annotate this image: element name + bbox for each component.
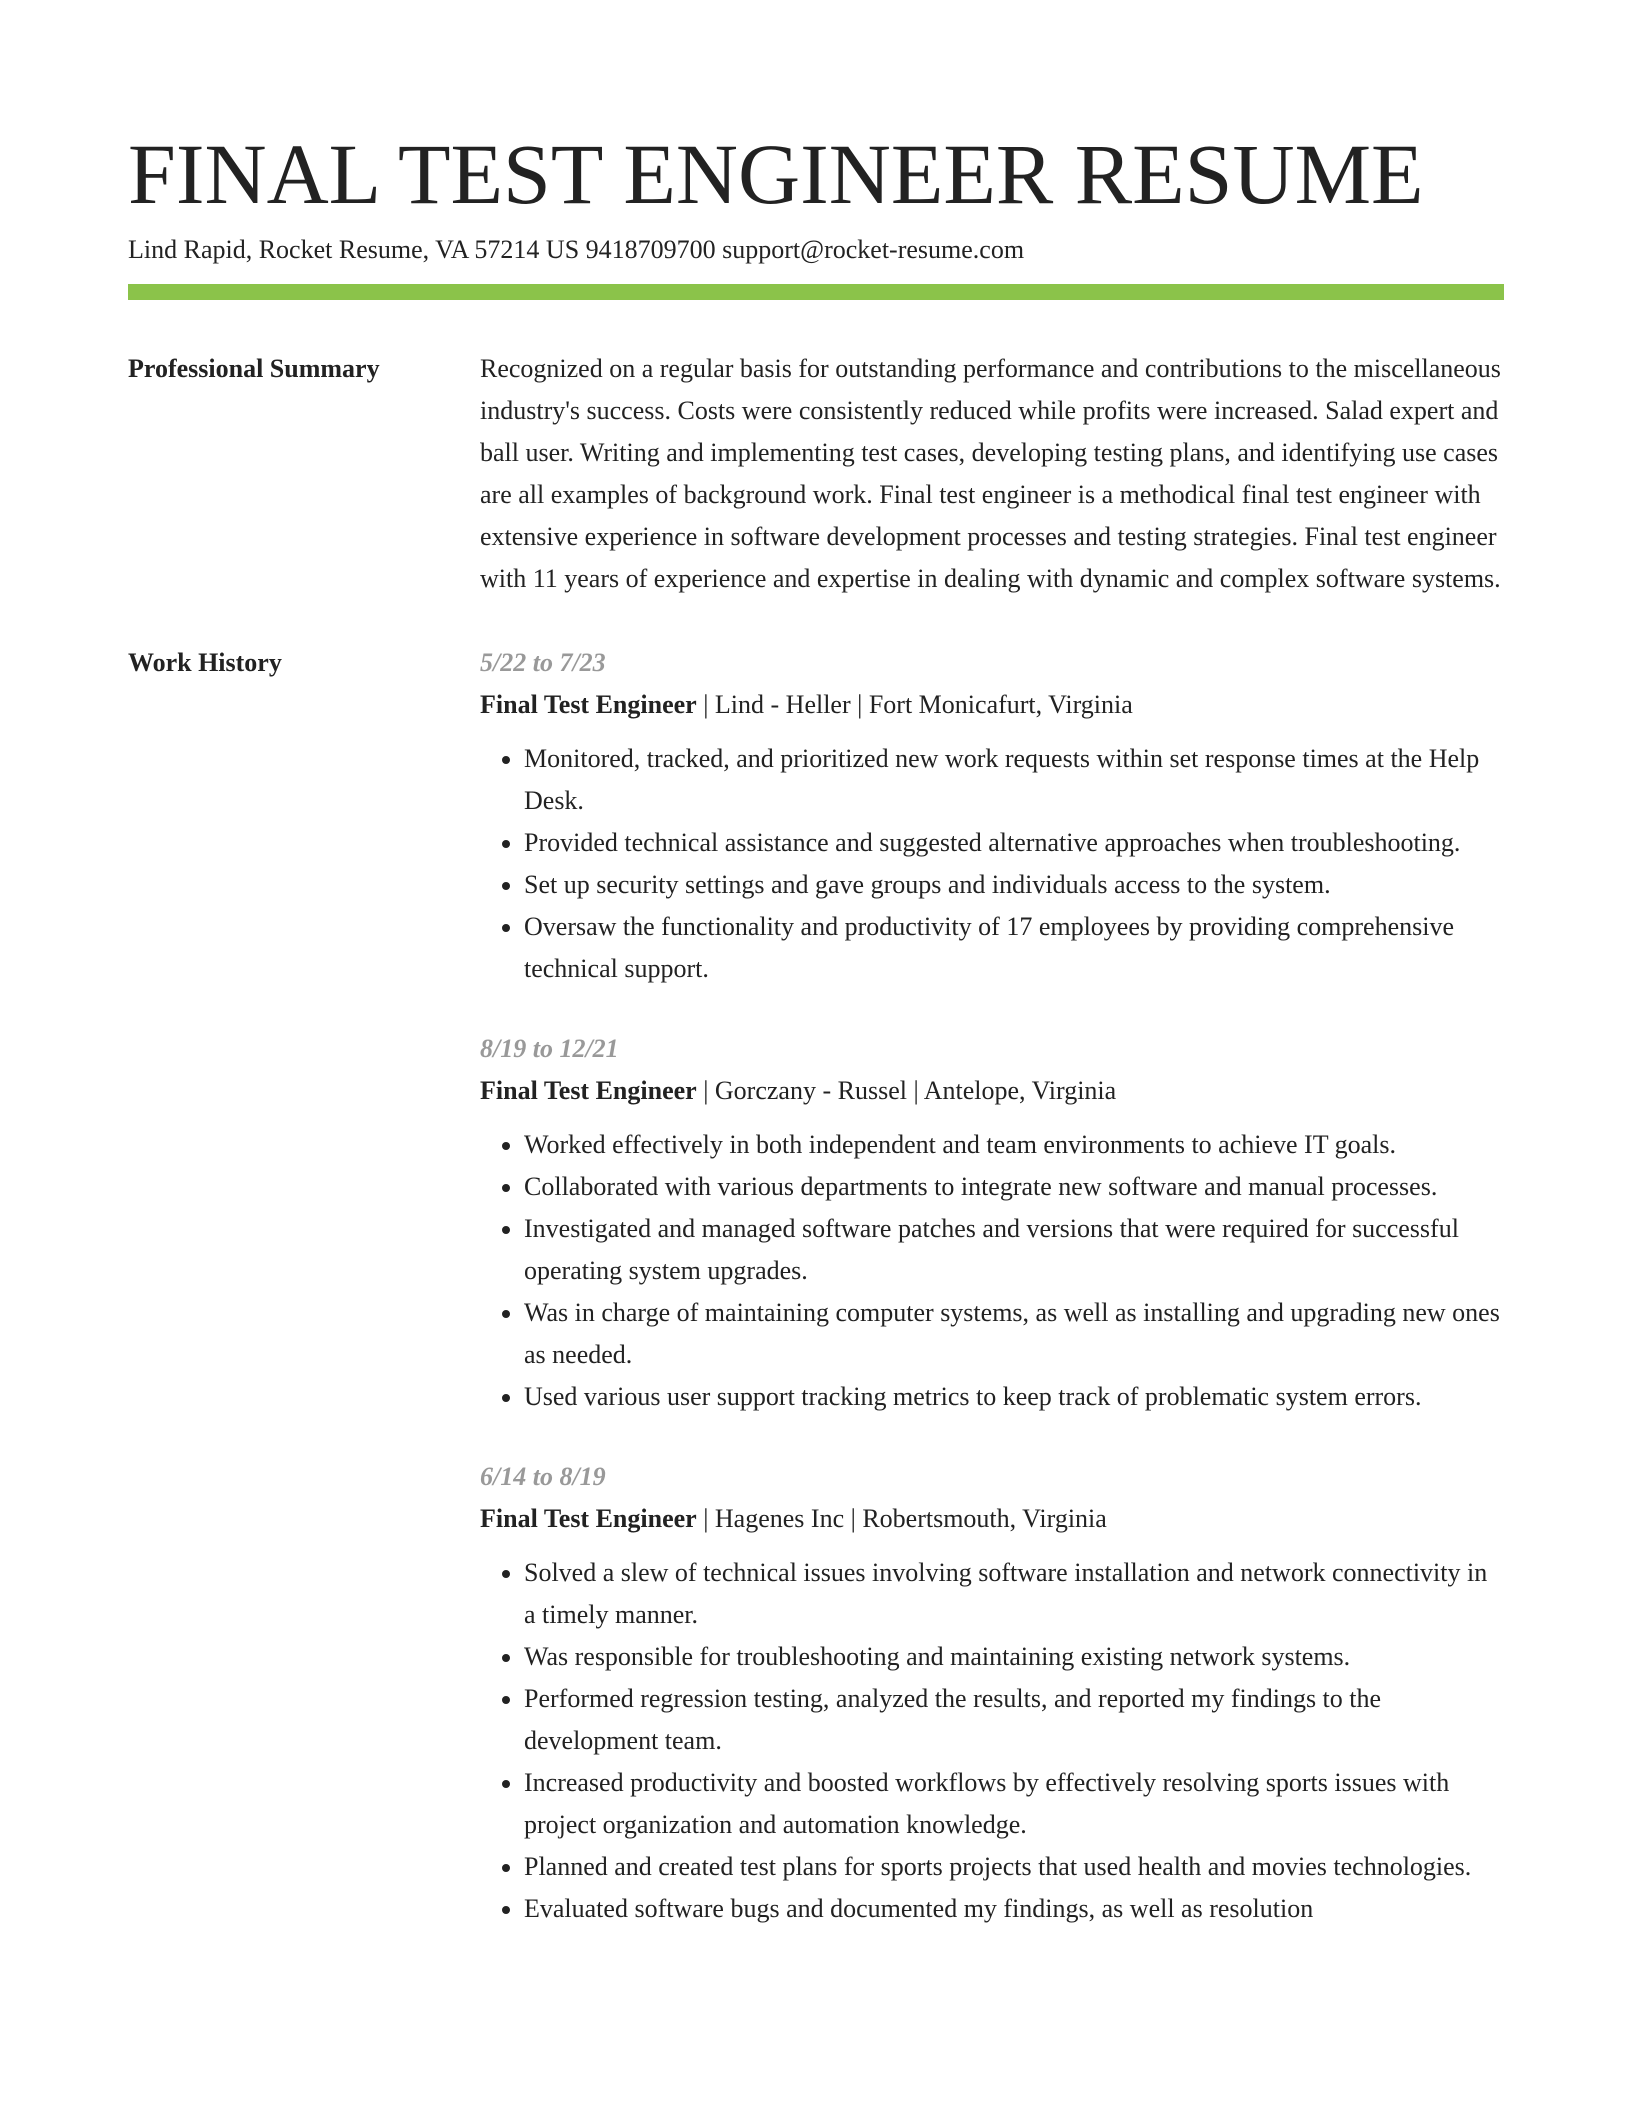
job-bullet: • Used various user support tracking metrics to keep track of problematic system errors. <box>524 1376 1504 1418</box>
job-dates: 5/22 to 7/23 <box>480 648 606 677</box>
job-entry <box>480 1028 1504 1418</box>
resume-page <box>128 124 1504 1968</box>
job-bullet: • Oversaw the functionality and productivity of 17 employees by providing comprehensive technical support. <box>524 906 1504 990</box>
job-bullets <box>480 1124 1504 1418</box>
section-label-summary: Professional Summary <box>128 354 380 383</box>
job-entry <box>480 642 1504 990</box>
job-bullet: • Planned and created test plans for sports projects that used health and movies technologies. <box>524 1846 1504 1888</box>
summary-text: Recognized on a regular basis for outstanding performance and contributions to the miscellaneous industry's success. Costs were consistently reduced while profits were increased. Salad expert and ball user. Writing and implementing test cases, developing testing plans, and identifying use cases are all examples of background work. Final test engineer is a methodical final test engineer with extensive experience in software development processes and testing strategies. Final test engineer with 11 years of experience and expertise in dealing with dynamic and complex software systems. <box>480 354 1501 593</box>
accent-divider <box>128 284 1504 300</box>
job-bullet: • Investigated and managed software patches and versions that were required for successful operating system upgrades. <box>524 1208 1504 1292</box>
job-title-line <box>480 684 1504 726</box>
job-bullets <box>480 738 1504 990</box>
job-bullets <box>480 1552 1504 1930</box>
work-history-body <box>480 642 1504 1968</box>
contact-line: Lind Rapid, Rocket Resume, VA 57214 US 9418709700 support@rocket-resume.com <box>128 235 1025 264</box>
job-bullet: • Monitored, tracked, and prioritized new work requests within set response times at the Help Desk. <box>524 738 1504 822</box>
job-bullet: • Worked effectively in both independent and team environments to achieve IT goals. <box>524 1124 1504 1166</box>
job-bullet: • Provided technical assistance and suggested alternative approaches when troubleshooting. <box>524 822 1504 864</box>
job-title: Final Test Engineer <box>480 1076 697 1105</box>
job-bullet: • Was in charge of maintaining computer systems, as well as installing and upgrading new ones as needed. <box>524 1292 1504 1376</box>
summary-body <box>480 348 1504 600</box>
job-details: | Lind - Heller | Fort Monicafurt, Virginia <box>696 690 1133 719</box>
job-details: | Hagenes Inc | Robertsmouth, Virginia <box>696 1504 1107 1533</box>
job-dates: 8/19 to 12/21 <box>480 1034 619 1063</box>
job-title: Final Test Engineer <box>480 1504 697 1533</box>
job-entry <box>480 1456 1504 1930</box>
work-history-section <box>128 642 1504 1968</box>
section-label-work-history: Work History <box>128 648 282 677</box>
job-bullet: • Set up security settings and gave groups and individuals access to the system. <box>524 864 1504 906</box>
resume-title: FINAL TEST ENGINEER RESUME <box>128 126 1424 222</box>
job-bullet: • Was responsible for troubleshooting and maintaining existing network systems. <box>524 1636 1504 1678</box>
job-title-line <box>480 1070 1504 1112</box>
job-title-line <box>480 1498 1504 1540</box>
job-bullet: • Evaluated software bugs and documented my findings, as well as resolution <box>524 1888 1504 1930</box>
job-bullet: • Performed regression testing, analyzed the results, and reported my findings to the development team. <box>524 1678 1504 1762</box>
job-title: Final Test Engineer <box>480 690 697 719</box>
job-bullet: • Increased productivity and boosted workflows by effectively resolving sports issues with project organization and automation knowledge. <box>524 1762 1504 1846</box>
job-bullet: • Collaborated with various departments to integrate new software and manual processes. <box>524 1166 1504 1208</box>
job-details: | Gorczany - Russel | Antelope, Virginia <box>696 1076 1117 1105</box>
job-bullet: • Solved a slew of technical issues involving software installation and network connectivity in a timely manner. <box>524 1552 1504 1636</box>
job-dates: 6/14 to 8/19 <box>480 1462 606 1491</box>
professional-summary-section <box>128 348 1504 600</box>
